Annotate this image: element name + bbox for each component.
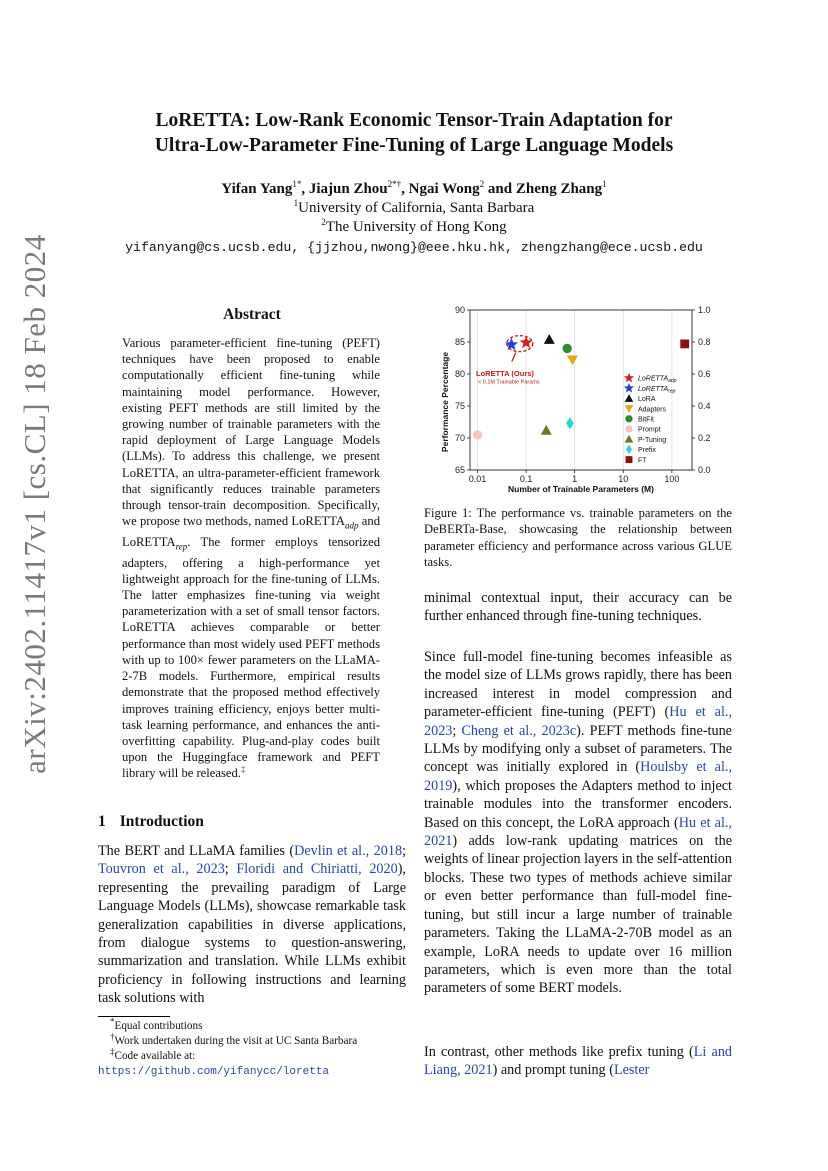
caption-text: The performance vs. trainable parameters on the DeBERTa-Base, showcasing the relationship between parameter efficiency and performance across various GLUE tasks. <box>424 506 733 570</box>
body-paragraph <box>424 1043 732 1080</box>
citation-link[interactable]: Devlin et al., 2018 <box>294 843 403 859</box>
citation-link[interactable]: Houlsby et al., 2019 <box>424 759 732 794</box>
author-sep: , <box>301 181 306 197</box>
legend-marker <box>625 394 634 402</box>
body-text: The BERT and LLaMA families ( <box>98 843 295 859</box>
figure-1 <box>424 300 732 500</box>
author-name: Zheng Zhang <box>515 181 603 197</box>
y2-tick-label: 1.0 <box>698 305 711 315</box>
author-sup: 2*† <box>387 179 402 189</box>
y-tick-label: 85 <box>454 337 465 347</box>
affil-text: The University of Hong Kong <box>325 219 507 235</box>
abstract-text: and LoRETTA <box>122 514 380 549</box>
body-text: ), which proposes the Adapters method to inject trainable modules into the transformer encoders. Based on this concept, the LoRA approach ( <box>424 777 732 831</box>
citation-link[interactable]: Cheng et al., 2023c <box>461 722 577 739</box>
y2-tick-label: 0.4 <box>698 401 711 411</box>
subscript: rep <box>175 541 188 552</box>
paper-title-line-2: Ultra-Low-Parameter Fine-Tuning of Large Language Models <box>154 135 674 156</box>
data-point <box>541 425 552 435</box>
citation-link[interactable]: Li and Liang, 2021 <box>424 1044 733 1079</box>
author-sup: 2 <box>479 179 485 189</box>
body-text: ; <box>224 861 237 878</box>
data-point <box>473 430 482 439</box>
data-point <box>680 340 689 349</box>
performance-scatter-chart <box>424 300 732 500</box>
data-point <box>562 344 571 353</box>
author-list <box>0 180 828 199</box>
footnote-mark: * <box>110 1016 115 1027</box>
legend-marker <box>625 425 632 432</box>
citation-link[interactable]: Hu et al., 2021 <box>424 814 732 850</box>
legend-marker <box>624 383 634 393</box>
author-name: Yifan Yang <box>221 181 293 197</box>
legend-marker <box>626 456 633 463</box>
footnote-divider <box>98 1016 170 1017</box>
body-text: Since full-model fine-tuning becomes infeasible as the model size of LLMs grows rapidly, there has been increased interest in model compression and parameter-efficient fine-tuning (PEFT) ( <box>424 649 732 721</box>
footnote-mark: † <box>110 1031 115 1042</box>
section-title: Introduction <box>119 813 204 830</box>
x-tick-label: 100 <box>664 474 680 484</box>
y-tick-label: 65 <box>454 465 465 475</box>
footnote-text: Code available at: <box>114 1050 196 1062</box>
author-sup: 1 <box>602 179 607 189</box>
code-url-link[interactable]: https://github.com/yifanycc/loretta <box>98 1066 330 1078</box>
data-point <box>544 334 555 344</box>
paper-header <box>0 108 828 258</box>
figure-caption <box>424 505 732 571</box>
body-text: In contrast, other methods like prefix tuning ( <box>424 1044 694 1060</box>
abstract-body <box>122 335 380 782</box>
legend-label-sub: rep <box>668 388 676 395</box>
body-text: ; <box>452 722 462 739</box>
affil-text: University of California, Santa Barbara <box>298 200 535 216</box>
legend-label: BitFit <box>638 416 654 424</box>
x-tick-label: 0.1 <box>519 474 533 484</box>
legend-label: LoRETTA$_{adp}$ <box>638 375 677 385</box>
y-tick-label: 90 <box>454 305 465 315</box>
arxiv-stamp: arXiv:2402.11417v1 [cs.CL] 18 Feb 2024 <box>17 234 52 774</box>
author-sep: , <box>401 181 405 197</box>
body-paragraph <box>424 648 732 998</box>
data-point <box>566 417 574 429</box>
body-text: minimal contextual input, their accuracy can be further enhanced through fine-tuning techniques. <box>424 590 732 625</box>
legend-marker <box>625 415 632 422</box>
legend-label: Prompt <box>638 426 661 434</box>
paper-title-line-1: LoRETTA: Low-Rank Economic Tensor-Train Adaptation for <box>155 110 673 131</box>
author-name: Jiajun Zhou <box>308 181 388 197</box>
affil-sup: 2 <box>321 217 326 227</box>
data-point <box>505 338 518 350</box>
x-tick-label: 10 <box>618 474 629 484</box>
body-text: ), representing the prevailing paradigm of Large Language Models (LLMs), showcase remarkable task generalization capabilities in diverse applications, from dialogue systems to question-answering, summarization and translation. While LLMs exhibit proficiency in following instructions and learning task solutions with <box>98 861 406 1007</box>
y-axis-label: Performance Percentage <box>440 351 450 453</box>
annotation-title: LoRETTA (Ours) <box>476 368 534 378</box>
data-point <box>567 356 578 366</box>
author-name: Ngai Wong <box>408 181 480 197</box>
body-text: ; <box>402 843 406 859</box>
body-text: ) adds low-rank updating matrices on the weights of linear projection layers in the self-attention blocks. These two types of methods achieve similar or even better performance than full-model fine-tuning, but still incur a large number of trainable parameters. Taking the LLaMA-2-70B model as an example, LoRA needs to update over 16 million parameters, which is even more than the total parameters of some BERT models. <box>424 833 732 997</box>
citation-link[interactable]: Floridi and Chiriatti, 2020 <box>236 861 398 878</box>
legend-label: LoRETTA$_{rep}$ <box>638 385 676 395</box>
caption-label: Figure 1: <box>424 506 472 520</box>
abstract-text: Various parameter-efficient fine-tuning (PEFT) techniques have been proposed to enable computationally efficient fine-tuning while maintaining model performance. However, existing PEFT methods are still limited by the growing number of trainable parameters with the rapid deployment of Large Language Models (LLMs). To address this challenge, we present LoRETTA, an ultra-parameter-efficient framework that significantly reduces trainable parameters through tensor-train decomposition. Specifically, we propose two methods, named LoRETTA <box>122 336 380 529</box>
footnote-text: Equal contributions <box>114 1020 203 1032</box>
annotation-arrow <box>512 353 516 362</box>
y2-tick-label: 0.2 <box>698 433 711 443</box>
body-text: ) and prompt tuning ( <box>492 1062 614 1079</box>
citation-link[interactable]: Lester <box>613 1062 650 1079</box>
intro-paragraph <box>98 842 406 1008</box>
section-heading <box>98 813 204 831</box>
body-paragraph <box>424 589 732 626</box>
abstract-heading: Abstract <box>223 306 281 323</box>
legend-label: P-Tuning <box>638 436 667 444</box>
footnote-text: Work undertaken during the visit at UC Santa Barbara <box>114 1035 358 1047</box>
affiliation-2 <box>0 218 828 237</box>
x-tick-label: 1 <box>572 474 578 484</box>
footnote-mark: ‡ <box>240 764 246 775</box>
legend-label: Prefix <box>638 447 656 455</box>
x-tick-label: 0.01 <box>468 474 487 484</box>
legend-marker <box>625 405 634 413</box>
section-number: 1 <box>98 813 106 830</box>
author-and: and <box>487 181 513 197</box>
legend-label: Adapters <box>638 406 667 414</box>
annotation-subtitle: < 0.1M Trainable Params <box>478 379 540 386</box>
legend-marker <box>625 435 634 443</box>
body-text: ). PEFT methods fine-tune LLMs by modifying only a subset of parameters. The concept was initially explored in ( <box>424 722 732 776</box>
legend-marker <box>626 445 632 454</box>
y-tick-label: 75 <box>454 401 465 411</box>
author-sup: 1* <box>292 179 302 189</box>
legend-label-sub: adp <box>668 378 677 385</box>
y-tick-label: 70 <box>454 433 465 443</box>
citation-link[interactable]: Hu et al., 2023 <box>424 704 732 739</box>
footnote-mark: ‡ <box>110 1046 115 1057</box>
citation-link[interactable]: Touvron et al., 2023 <box>98 861 225 878</box>
y2-tick-label: 0.0 <box>698 465 711 475</box>
x-axis-label: Number of Trainable Parameters (M) <box>508 484 654 494</box>
legend-marker <box>624 373 634 383</box>
author-emails: yifanyang@cs.ucsb.edu, {jjzhou,nwong}@eee.hku.hk, zhengzhang@ece.ucsb.edu <box>125 240 703 255</box>
y2-tick-label: 0.8 <box>698 337 711 347</box>
abstract-text: . The former employs tensorized adapters, offering a high-performance yet lightweight approach for the fine-tuning of LLMs. The latter emphasizes fine-tuning via weight parameterization with a set of small tensor factors. LoRETTA achieves comparable or better performance than most widely used PEFT methods with up to 100× fewer parameters on the LLaMA-2-7B models. Furthermore, empirical results demonstrate that the proposed method effectively improves training efficiency, enjoys better multi-task learning performance, and enhances the anti-overfitting capability. Plug-and-play codes built upon the Huggingface framework and PEFT library will be released. <box>122 534 380 781</box>
subscript: adp <box>344 520 359 531</box>
legend-label: FT <box>638 457 647 465</box>
affiliation-1 <box>0 199 828 218</box>
affil-sup: 1 <box>293 198 299 208</box>
y2-tick-label: 0.6 <box>698 369 711 379</box>
y-tick-label: 80 <box>454 369 465 379</box>
footnotes <box>98 1016 408 1080</box>
legend-label: LoRA <box>638 396 656 404</box>
